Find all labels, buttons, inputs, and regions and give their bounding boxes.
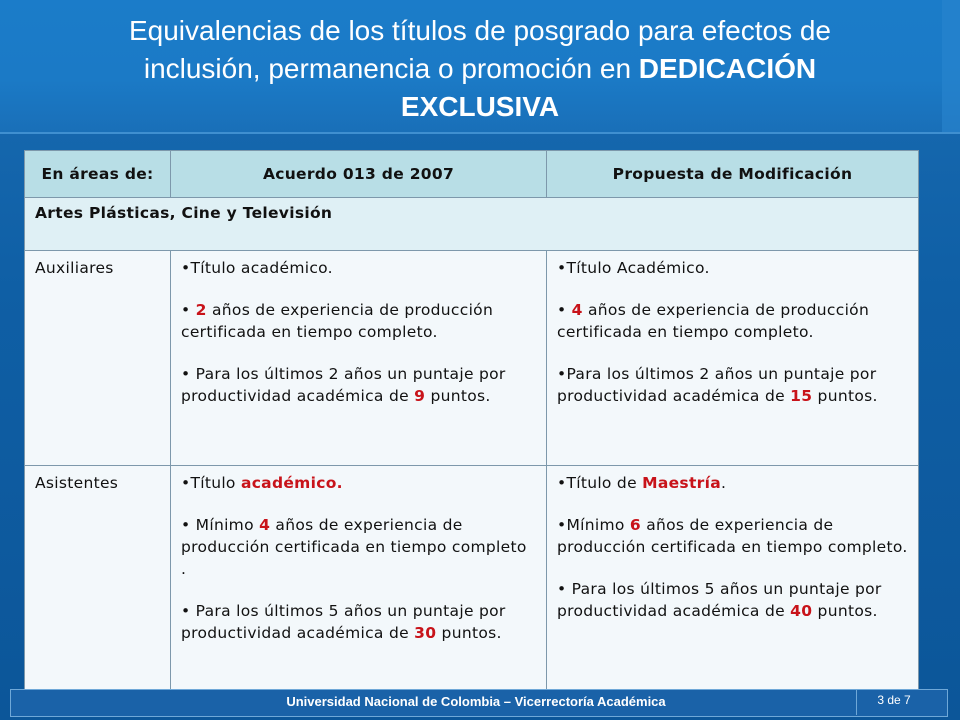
bullet-item: • Para los últimos 2 años un puntaje por productividad académica de 9 puntos.: [181, 365, 506, 405]
bullet-item: • 4 años de experiencia de producción certificada en tiempo completo.: [557, 301, 870, 341]
cell-propuesta: [547, 466, 919, 706]
page-number: 3 de 7: [856, 689, 931, 715]
bullet-item: •Para los últimos 2 años un puntaje por productividad académica de 15 puntos.: [557, 365, 878, 405]
title-line-3-bold: EXCLUSIVA: [400, 91, 560, 122]
footer-bar: [10, 689, 948, 717]
bullet-item: • Mínimo 4 años de experiencia de producción certificada en tiempo completo .: [181, 516, 527, 578]
table-row: [25, 466, 919, 706]
col-header-areas: En áreas de:: [25, 151, 171, 198]
title-line-1: Equivalencias de los títulos de posgrado para efectos de: [128, 15, 831, 46]
section-row: [25, 198, 919, 251]
header-stripe: [942, 0, 960, 132]
cell-acuerdo: [171, 466, 547, 706]
section-title: Artes Plásticas, Cine y Televisión: [25, 198, 919, 251]
bullet-item: •Título de Maestría.: [557, 474, 727, 492]
row-label: Asistentes: [25, 466, 171, 706]
bullet-item: • Para los últimos 5 años un puntaje por productividad académica de 30 puntos.: [181, 602, 506, 642]
header-bar: [0, 0, 960, 134]
cell-propuesta: [547, 251, 919, 466]
bullet-item: • Para los últimos 5 años un puntaje por productividad académica de 40 puntos.: [557, 580, 882, 620]
table-row: [25, 251, 919, 466]
bullet-item: •Título académico.: [181, 474, 343, 492]
bullet-item: •Título académico.: [181, 259, 333, 277]
col-header-acuerdo: Acuerdo 013 de 2007: [171, 151, 547, 198]
row-label: Auxiliares: [25, 251, 171, 466]
cell-acuerdo: [171, 251, 547, 466]
table-header-row: [25, 151, 919, 198]
title-line-2-bold: DEDICACIÓN: [638, 53, 817, 84]
col-header-propuesta: Propuesta de Modificación: [547, 151, 919, 198]
bullet-item: • 2 años de experiencia de producción certificada en tiempo completo.: [181, 301, 494, 341]
page-title: [30, 12, 930, 126]
equivalencias-table: [24, 150, 918, 691]
bullet-item: •Mínimo 6 años de experiencia de producción certificada en tiempo completo.: [557, 516, 908, 556]
bullet-item: •Título Académico.: [557, 259, 710, 277]
title-line-2: inclusión, permanencia o promoción en: [143, 53, 639, 84]
footer-text: Universidad Nacional de Colombia – Vicerrectoría Académica: [286, 694, 666, 709]
